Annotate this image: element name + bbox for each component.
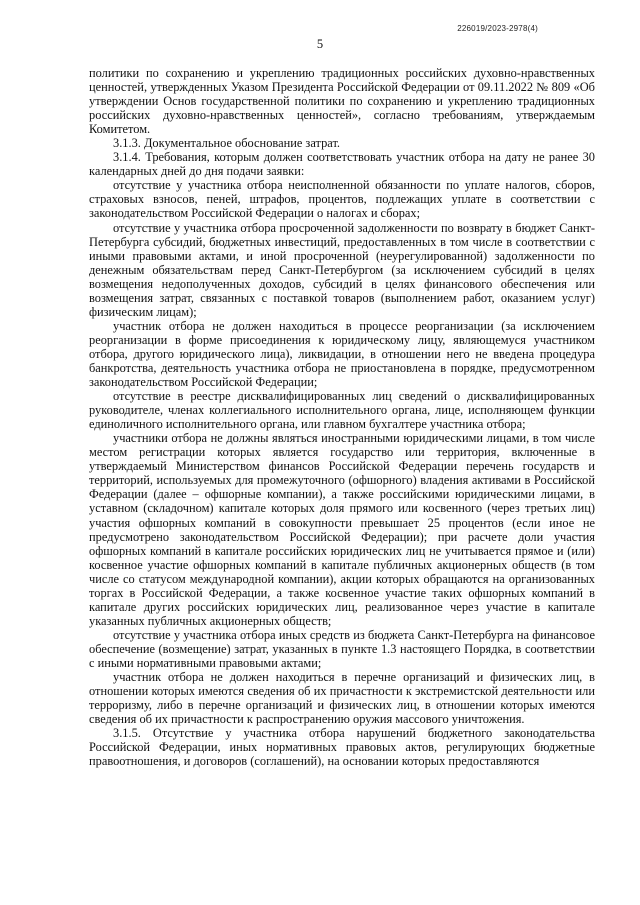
requirement-offshore: участники отбора не должны являться иностранными юридическими лицами, в том числе местом регистрации которых является государство или территория, включенные в утверждаемый Министерством финансов Российской Федерации перечень государств и территорий, используемых для промежуточного (офшорного) владения активами в Российской Федерации (далее – офшорные компании), а также российскими юридическими лицами, в уставном (складочном) капитале которых доля прямого или косвенного (через третьих лиц) участия офшорных компаний в совокупности превышает 25 процентов (если иное не предусмотрено законодательством Российской Федерации); при расчете доли участия офшорных компаний в капитале российских юридических лиц не учитывается прямое и (или) косвенное участие офшорных компаний в капитале публичных акционерных обществ (в том числе со статусом международной компании), акции которых обращаются на организованных торгах в Российской Федерации, а также косвенное участие таких офшорных компаний в капитале других российских юридических лиц, реализованное через участие в капитале указанных публичных акционерных обществ; xyxy=(89,431,595,628)
document-id: 226019/2023-2978(4) xyxy=(457,24,538,33)
requirement-other-funds: отсутствие у участника отбора иных средств из бюджета Санкт-Петербурга на финансовое обеспечение (возмещение) затрат, указанных в пункте 1.3 настоящего Порядка, в соответствии с иными нормативными правовыми актами; xyxy=(89,627,595,670)
paragraph-3-1-3: 3.1.3. Документальное обоснование затрат. xyxy=(113,136,341,151)
page-number: 5 xyxy=(316,37,324,51)
requirement-taxes: отсутствие у участника отбора неисполненной обязанности по уплате налогов, сборов, страховых взносов, пеней, штрафов, процентов, подлежащих уплате в соответствии с законодательством Российской Федерации о налогах и сборах; xyxy=(89,178,595,221)
requirement-extremism: участник отбора не должен находиться в перечне организаций и физических лиц, в отношении которых имеются сведения об их причастности к экстремистской деятельности или терроризму, либо в перечне организаций и физических лиц, в отношении которых имеются сведения об их причастности к распространению оружия массового уничтожения. xyxy=(89,670,595,727)
paragraph-3-1-5: 3.1.5. Отсутствие у участника отбора нарушений бюджетного законодательства Российской Федерации, иных нормативных правовых актов, регулирующих бюджетные правоотношения, и договоров (соглашений), на основании которых предоставляются xyxy=(89,726,595,769)
requirement-reorganization: участник отбора не должен находиться в процессе реорганизации (за исключением реорганизации в форме присоединения к юридическому лицу, являющемуся участником отбора, другого юридического лица), ликвидации, в отношении него не введена процедура банкротства, деятельность участника отбора не приостановлена в порядке, предусмотренном законодательством Российской Федерации; xyxy=(89,318,595,390)
paragraph-continuation: политики по сохранению и укреплению традиционных российских духовно-нравственных ценностей, утвержденных Указом Президента Российской Федерации от 09.11.2022 № 809 «Об утверждении Основ государственной политики по сохранению и укреплению традиционных российских духовно-нравственных ценностей», согласно требованиям, утверждаемым Комитетом. xyxy=(89,66,595,137)
paragraph-3-1-4: 3.1.4. Требования, которым должен соответствовать участник отбора на дату не ранее 30 календарных дней до дня подачи заявки: xyxy=(89,150,595,179)
requirement-disqualified: отсутствие в реестре дисквалифицированных лиц сведений о дисквалифицированных руководителе, членах коллегиального исполнительного органа, лице, исполняющем функции единоличного исполнительного органа, или главном бухгалтере участника отбора; xyxy=(89,389,595,432)
requirement-debt: отсутствие у участника отбора просроченной задолженности по возврату в бюджет Санкт-Петербурга субсидий, бюджетных инвестиций, предоставленных в том числе в соответствии с иными правовыми актами, и иной просроченной (неурегулированной) задолженности по денежным обязательствам перед Санкт-Петербургом (за исключением субсидий в целях возмещения недополученных доходов, субсидий в целях финансового обеспечения или возмещения затрат, связанных с поставкой товаров (выполнением работ, оказанием услуг) физическим лицам); xyxy=(89,220,595,319)
document-body xyxy=(89,66,595,768)
